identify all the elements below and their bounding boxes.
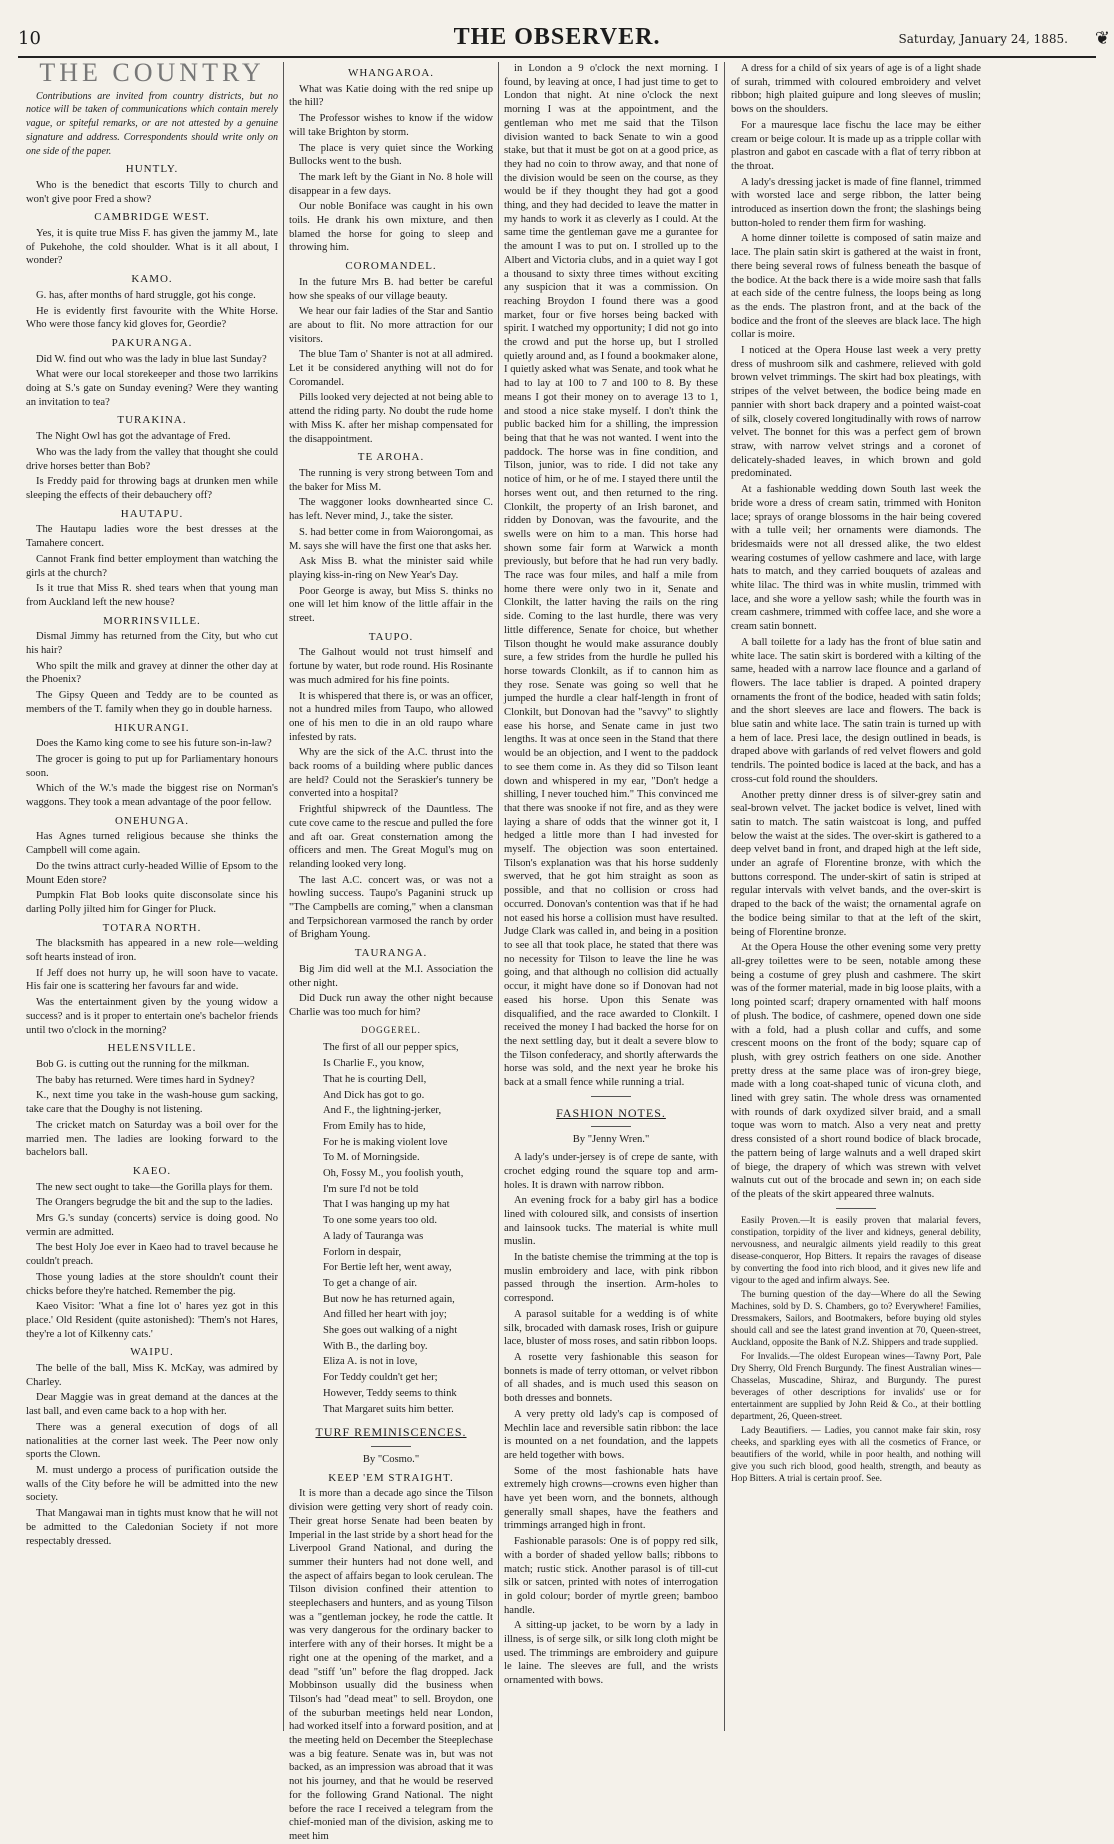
paragraph: The blue Tam o' Shanter is not at all admired. Let it be considered anything will not do for Coromandel. (289, 349, 493, 388)
paragraph: Another pretty dinner dress is of silver-grey satin and seal-brown velvet. The jacket bodice is velvet, lined with satin to match. The satin waistcoat is long, and puffed below the waist at the sides. The over-skirt is gathered to a deep velvet band in front, and draped high at the left side, under an agrafe of Florentine bronze, with which the buttons correspond. The under-skirt of satin is striped at regular intervals with velvet bands, and the over-skirt is draped to the back of the waist; the ornamental agrafe on the bodice being similar to that at the left of the skirt, being of Florentine bronze. (731, 789, 981, 938)
paragraph: We hear our fair ladies of the Star and Santio are about to flit. No more attraction for our visitors. (289, 306, 493, 345)
fashion-title: FASHION NOTES. (556, 1105, 666, 1120)
paragraph: If Jeff does not hurry up, he will soon have to vacate. His fair one is scattering her favours far and wide. (26, 967, 278, 993)
section-heading: PAKURANGA. (111, 336, 193, 349)
column-rule (724, 62, 725, 1731)
paragraph: Dismal Jimmy has returned from the City, but who cut his hair? (26, 631, 278, 657)
poem-line: But now he has returned again, (323, 1293, 455, 1305)
paragraph: At a fashionable wedding down South last week the bride wore a dress of cream satin, trimmed with Honiton lace; sprays of orange blossoms in the hair being covered with a tulle veil; her ornaments were diamonds. The bridesmaids were not all dressed alike, the two eldest wearing costumes of yellow cashmere and lace, with large hats to match, and they carried bouquets of azaleas and white lilac. The third was in white muslin, trimmed with lace, and she wore a yellow sash; while the fourth was in cream cashmere, trimmed with coffee lace, and she wore a cream satin bonnett. (731, 484, 981, 633)
paragraph: Yes, it is quite true Miss F. has given the jammy M., late of Pukehohe, the cold shoulder. What is it all about, I wonder? (26, 228, 278, 267)
paragraph: Is it true that Miss R. shed tears when that young man from Auckland left the new house? (26, 583, 278, 608)
paragraph: The Gipsy Queen and Teddy are to be counted as members of the T. family when they go in double harness. (26, 690, 278, 715)
poem-line: From Emily has to hide, (323, 1120, 426, 1132)
section-banner: THE COUNTRY (39, 58, 265, 87)
paragraph: Who is the benedict that escorts Tilly to church and won't give poor Fred a show? (26, 179, 278, 205)
fashion-byline: By "Jenny Wren." (572, 1134, 650, 1146)
poem-line: That I was hanging up my hat (323, 1199, 450, 1211)
paragraph: A rosette very fashionable this season for bonnets is made of terry ottoman, or velvet ribbon of all shades, and is much used this season on both dresses and bonnets. (504, 1351, 718, 1405)
page-number: 10 (18, 28, 41, 49)
paragraph: The cricket match on Saturday was a boil over for the married men. The ladies are looking forward to the bachelors ball. (26, 1119, 278, 1159)
paragraph: Poor George is away, but Miss S. thinks no one will let him know of the little affair in the street. (289, 585, 493, 625)
divider (591, 1096, 631, 1097)
paragraph: Has Agnes turned religious because she thinks the Campbell will come again. (26, 831, 278, 857)
paragraph: Did Duck run away the other night because Charlie was too much for him? (289, 993, 493, 1018)
paragraph: Some of the most fashionable hats have extremely high crowns—crowns even higher than have yet been worn, and the bonnets, although generally small shapes, have the feathers and trimmings arranged high in front. (504, 1465, 718, 1532)
column-rule (498, 62, 499, 1731)
paragraph: At the Opera House the other evening some very pretty all-grey toilettes were to be seen, notable among these being a costume of grey plush and cashmere. The skirt was of the former material, made in big loose plaits, with a long pointed scarf; drapery ornamented with half moons of plush. The bodice, of cashmere, opened down one side with a fold, had a plush collar and cuffs, and some crescent moons on the front of the body; square cap of plush, with grey ostrich feathers on one side. Another pretty dress at the same place was of iron-grey biege, made with a long coat-shaped tunic of vicuna cloth, and lined with grey satin. The whole dress was ornamented with rounds of dark oxydized silver braid, and a small toque was worn to match. Also a very neat and pretty dress consisted of a short round bodice of black brocade, the pattern being of large walnuts and a well draped skirt of biege, the drapery of which was strewn with velvet walnuts cut out of the brocade and sewn in; on each side of the pleats of the skirt appeared three walnuts. (731, 942, 981, 1200)
paragraph: The Galhout would not trust himself and fortune by water, but rode round. His Rosinante was much admired for his fine points. (289, 647, 493, 686)
paragraph: The Hautapu ladies wore the best dresses at the Tamahere concert. (26, 524, 278, 550)
section-heading: COROMANDEL. (345, 260, 437, 273)
poem-line: That he is courting Dell, (323, 1073, 427, 1085)
divider (591, 1126, 631, 1127)
paragraph: A ball toilette for a lady has the front of blue satin and white lace. The satin skirt is bordered with a kilting of the same, headed with a narrow lace flounce and a garland of flowers. The lace tablier is draped. A pointed drapery ornaments the front of the bodice, headed with satin folds; and the short sleeves are lace and flowers. The back is blue satin and white lace. The satin train is turned up with a hem of lace. Presi lace, the design outlined in beads, is draped above with garlands of red velvet flowers and gold tendrils. The pointed bodice is laced at the back, and has a cross-cut fold round the shoulders. (731, 636, 981, 785)
divider (836, 1208, 876, 1209)
paragraph: Who spilt the milk and gravey at dinner the other day at the Phoenix? (26, 660, 278, 686)
turf-article (289, 1487, 493, 1843)
poem-line: For he is making violent love (323, 1136, 448, 1148)
section-heading: HELENSVILLE. (107, 1042, 197, 1055)
newspaper-title: THE OBSERVER. (453, 24, 661, 50)
paragraph: I noticed at the Opera House last week a very pretty dress of mushroom silk and cashmere, relieved with gold brown velvet trimmings. The skirt had box pleatings, with stripes of the velvet between, the bodice being made en pannier with short back drapery and a pointed waist-coat of silk, closely covered longitudinally with rows of narrow velvet. The bonnet for this was a perfect gem of brown straw, with narrow velvet strings and a coronet of delicately-shaded leaves, in which brown and gold predominated. (731, 345, 981, 480)
paragraph: Which of the W.'s made the biggest rise on Norman's waggons. They took a mean advantage of the poor fellow. (26, 783, 278, 809)
section-heading: WAIPU. (130, 1346, 174, 1359)
poem-line: For Teddy couldn't get her; (323, 1372, 438, 1384)
paragraph: In the future Mrs B. had better be careful how she speaks of our village beauty. (289, 276, 493, 302)
poem-line: And filled her heart with joy; (323, 1309, 447, 1321)
turf-title: TURF REMINISCENCES. (315, 1425, 467, 1440)
paragraph: The new sect ought to take—the Gorilla plays for them. (36, 1181, 273, 1193)
paragraph: The Orangers begrudge the bit and the sup to the ladies. (36, 1197, 273, 1209)
paragraph: What was Katie doing with the red snipe up the hill? (289, 83, 493, 109)
paragraph: Those young ladies at the store shouldn't count their chicks before they're hatched. Remember the pig. (26, 1271, 278, 1297)
column-two (289, 62, 493, 1842)
section-heading: HIKURANGI. (114, 721, 190, 734)
fashion-article (504, 1151, 718, 1688)
poem-line: However, Teddy seems to think (323, 1387, 457, 1399)
section-heading: TAUPO. (368, 630, 414, 643)
paragraph: A dress for a child of six years of age is of a light shade of surah, trimmed with coloured embroidery and velvet ribbon; high plaited guipure and long sleeves of muslin; bows on the shoulders. (731, 63, 981, 116)
paragraph: Kaeo Visitor: 'What a fine lot o' hares yez got in this place.' Old Resident (quite astonished): 'Them's not Hares, they're a lot of Kilkenny cats.' (26, 1301, 278, 1340)
section-heading: CAMBRIDGE WEST. (94, 211, 210, 224)
paragraph: Do the twins attract curly-headed Willie of Epsom to the Mount Eden store? (26, 860, 278, 886)
paragraph: The best Holy Joe ever in Kaeo had to travel because he couldn't preach. (26, 1242, 278, 1268)
paragraph: In the batiste chemise the trimming at the top is muslin embroidery and lace, with pink ribbon passed through the insertion. Arm-holes to correspond. (504, 1252, 718, 1305)
paragraph: What were our local storekeeper and those two larrikins doing at S.'s gate on Sunday evening? Were they wanting an invitation to tea? (26, 369, 278, 408)
paragraph: Who was the lady from the valley that thought she could drive horses better than Bob? (26, 446, 278, 472)
paragraph: Mrs G.'s sunday (concerts) service is doing good. No vermin are admitted. (26, 1213, 278, 1238)
paragraph: Why are the sick of the A.C. thrust into the back rooms of a building where public dances are held? Could not the Seraskier's tunnery be converted into a hospital? (289, 747, 493, 800)
page-edge-mark-icon: ❦ (1094, 28, 1110, 49)
section-heading: MORRINSVILLE. (103, 614, 201, 627)
poem-line: And F., the lightning-jerker, (323, 1105, 442, 1117)
paragraph: An evening frock for a baby girl has a bodice lined with coloured silk, and consists of insertion and lainsook tucks. The material is white mull muslin. (504, 1195, 718, 1248)
paragraph: Does the Kamo king come to see his future son-in-law? (36, 738, 272, 750)
paragraph: The running is very strong between Tom and the baker for Miss M. (289, 467, 493, 493)
advertisement: The burning question of the day—Where do all the Sewing Machines, sold by D. S. Chambers, go to? Everywhere! Families, Dressmakers, Sailors, and Bootmakers, before buying old styles should call and see the latest grand invention at 70, Queen-street, Auckland, opposite the Bank of N.Z. Shippers and trade supplied. (731, 1289, 981, 1348)
masthead (18, 22, 1096, 58)
paragraph: The last A.C. concert was, or was not a howling success. Taupo's Paganini struck up "The Campbells are coming," when a clansman and Terpsichorean varmosed the ranch by order of Brigham Young. (289, 874, 493, 941)
paragraph: A lady's dressing jacket is made of fine flannel, trimmed with worsted lace and serge ribbon, the latter being introduced as insertion down the front; the slashings being button-holed to render them firm for washing. (731, 176, 981, 229)
paragraph: The blacksmith has appeared in a new role—welding soft hearts instead of iron. (26, 938, 278, 964)
poem-line: Is Charlie F., you know, (323, 1058, 425, 1070)
section-heading: ONEHUNGA. (114, 814, 190, 827)
paragraph: K., next time you take in the wash-house gum sacking, take care that the Doughy is not listening. (26, 1090, 278, 1116)
column-rule (283, 62, 284, 1731)
turf-article-continued (504, 62, 718, 1090)
section-heading: TOTARA NORTH. (102, 921, 202, 934)
paragraph: G. has, after months of hard struggle, got his conge. (36, 289, 256, 301)
divider (371, 1446, 411, 1447)
editorial-note: Contributions are invited from country districts, but no notice will be taken of communications which contain merely vague, or spiteful remarks, or are not attested by a genuine signature and address. Correspondents should write only on one side of the paper. (26, 90, 278, 157)
paragraph: Pumpkin Flat Bob looks quite disconsolate since his darling Polly jilted him for Ginger for Pluck. (26, 890, 278, 915)
section-heading: KAMO. (131, 273, 173, 286)
section-heading: TURAKINA. (117, 414, 187, 427)
paragraph: The baby has returned. Were times hard in Sydney? (36, 1074, 255, 1086)
paragraph: A sitting-up jacket, to be worn by a lady in illness, is of serge silk, or silk long cloth might be used. The trimmings are embroidery and guipure le laine. The sleeves are full, and the wrists ornamented with bows. (504, 1620, 718, 1687)
fashion-article-continued (731, 62, 981, 1202)
paragraph: Our noble Boniface was caught in his own toils. He drank his own mixture, and then blamed the horse for going to sleep and throwing him. (289, 201, 493, 254)
paragraph: Bob G. is cutting out the running for the milkman. (36, 1059, 250, 1070)
poem-line: To one some years too old. (323, 1215, 438, 1227)
poem-line: And Dick has got to go. (323, 1089, 425, 1101)
doggerel-title: DOGGEREL. (361, 1024, 421, 1035)
section-heading: HAUTAPU. (120, 507, 184, 520)
section-heading: WHANGAROA. (347, 67, 435, 79)
paragraph: A parasol suitable for a wedding is of white silk, brocaded with damask roses, Irish or guipure lace, bluster of moss roses, and satin ribbon loops. (504, 1308, 718, 1348)
paragraph: Dear Maggie was in great demand at the dances at the last ball, and even came back to a hop with her. (26, 1392, 278, 1418)
poem-line: She goes out walking of a night (323, 1325, 458, 1337)
advertisement: For Invalids.—The oldest European wines—Tawny Port, Pale Dry Sherry, Old French Burgundy. The finest Australian wines—Chasselas, Muscadine, Shiraz, and Burgundy. The purest beverages of other descriptions for invalids' use or for entertainment are supplied by John Reid & Co., at their bottling department, 26, Queen-street. (731, 1351, 981, 1422)
doggerel-poem (289, 1041, 493, 1416)
paragraph: A very pretty old lady's cap is composed of Mechlin lace and reversible satin ribbon: the lace is mounted on a net foundation, and the lappets are held together with bows. (504, 1408, 718, 1461)
poem-line: With B., the darling boy. (323, 1340, 428, 1352)
section-heading: KAEO. (132, 1164, 172, 1177)
paragraph: in London a 9 o'clock the next morning. I found, by leaving at once, I had just time to get to London that night. At nine o'clock the next morning I was at the appointment, and the gentleman who met me said that the Tilson division wanted to back Senate to win a good stake, but that it must be got on at a good price, as they had no coin to throw away, and that none of the division would be seen on the course, as they would be if they thought they had got a good thing, and they had decided to leave the matter in my hands to work it as cleverly as I could. At the same time the gentleman gave me a gurantee for the amount I was to put on. I strolled up to the Albert and Victoria clubs, and in a quiet way I got a thousand to sixty three times without exciting any suspicion that it was a commission. On reaching Broydon I found there was a good market, four or five horses being backed with spirit. I watched my opportunity; I did not go into the crowd and put the horse up, but I strolled quietly around and, as I found a bookmaker alone, I quietly asked what was Senate, and took what he had to lay at 100 to 7 and 100 to 8. By these means I got their money on to average 13 to 1, and stood a nice stake myself. I don't think the public backed him for a shilling, the impression being that that he was not wanted. I went into the paddock. The horse was in fine condition, and Tilson, junior, was to ride. I did not take any notice of him, or he of me. I stayed there until the horses went out, and then returned to the ring. Clonkilt, the property of an Irish baronet, and ridden by Donovan, was the favourite, and the swells were on him to a man. This horse had shown some fair form at Warwick a month previously, but before that he had run very badly. The race was four miles, and half a mile from home there were only two in it, Senate and Clonkilt, the latter having the rails on the ring side. Coming to the last hurdle, there was very little difference, Senate for choice, but whether Tilson thought he would make assurance doubly sure, a few strides from the hurdle he pulled his horse towards Clonkilt, as if to cannon him as they rose. Senate was going so well that he jumped the hurdle a clear half-length in front of Clonkilt, but Donovan had the "savvy" to slightly ease his horse, and Senate came in just two lengths. It was at once seen in the Stand that there would be an objection, and I went to the paddock to see them come in. As they did so Tilson leant down and whispered in my ear, "Don't hedge a shilling, I never touched him." This convinced me that there was snooke if not fire, and as they were laying a share of odds that the winner got it, I hedged a little more than I had invested for myself. The objection was soon entertained. Tilson's explanation was that his horse suddenly swerved, that he got him straight as soon as possible, and that no collision or cross had occurred. Donovan's contention was that if he had not eased his horse a collision must have resulted. Judge Clark was called in, and being in a position to see all that took place, he stated that there was no necessity for Tilson to leave the line he was going, and that although no collision did actually occur, it might have done so if Donovan had not eased his horse. Upon this Senate was disqualified, and the race awarded to Clonkilt. I received the money I had backed the horse for on the next settling day, but it dealt a severe blow to the Tilson confederacy, and shortly afterwards the horse was sold, and the next year he broke his back at a small fence while running a trial. (504, 63, 718, 1089)
paragraph: The grocer is going to put up for Parliamentary honours soon. (26, 753, 278, 779)
poem-line: I'm sure I'd not be told (323, 1183, 419, 1195)
section-heading: HUNTLY. (125, 163, 179, 176)
paragraph: The Professor wishes to know if the widow will take Brighton by storm. (289, 113, 493, 138)
paragraph: Big Jim did well at the M.I. Association the other night. (289, 963, 493, 989)
country-sections (26, 163, 278, 1548)
paragraph: It is whispered that there is, or was an officer, not a hundred miles from Taupo, who allowed one of his men to die in an old raupo whare infested by rats. (289, 690, 493, 743)
paragraph: Ask Miss B. what the minister said while playing kiss-in-ring on New Year's Day. (289, 556, 493, 581)
paragraph: S. had better come in from Waiorongomai, as M. says she will have the first one that asks her. (289, 526, 493, 552)
section-heading: TE AROHA. (357, 451, 425, 464)
poem-line: Oh, Fossy M., you foolish youth, (323, 1168, 464, 1180)
paragraph: The belle of the ball, Miss K. McKay, was admired by Charley. (26, 1363, 278, 1388)
turf-subtitle: KEEP 'EM STRAIGHT. (328, 1471, 454, 1484)
paragraph: Frightful shipwreck of the Dauntless. The cute cove came to the rescue and pulled the fore and aft oar. Great consternation among the officers and men. The Great Mogul's mug on relanding looked very long. (289, 804, 493, 870)
paragraph: It is more than a decade ago since the Tilson division were getting very short of ready coin. Their great horse Senate had been beaten by Imperial in the last stride by a short head for the Liverpool Grand National, and during the summer their hunters had not done well, and the aspect of affairs began to look cerulean. The Tilson division confined their attention to steeplechasers and hunters, and as young Tilson was a "gentleman jockey, he rode the cattle. It was very dangerous for the ordinary backer to interfere with any of their horses. It might be a right one at the opening of the market, and a dead "stiff 'un" before the flag dropped. Jack Mobbinson usually did the business when Tilson's had "dead meat" to sell. Broydon, one of the suburban meetings held near London, had worked itself into a forward position, and at the meeting held on December the Steeplechase was a big feature. Senate was in, but was not backed, as an impression was abroad that it was not his journey, and that he would be reserved for the following Grand National. The night before the race I received a telegram from the chief-monied man of the division, asking me to meet him (289, 1488, 493, 1842)
paragraph: The place is very quiet since the Working Bullocks went to the bush. (289, 142, 493, 168)
paragraph: Did W. find out who was the lady in blue last Sunday? (36, 353, 267, 365)
paragraph: For a mauresque lace fischu the lace may be either cream or beige colour. It is made up as a tripple collar with plastron and gabot en cascade with a flat of terry ribbon at the throat. (731, 119, 981, 172)
issue-date: Saturday, January 24, 1885. (898, 32, 1068, 46)
paragraph: There was a general execution of dogs of all nationalities at the corner last week. The Peer now only sports the Clown. (26, 1421, 278, 1461)
section-heading: TAURANGA. (354, 947, 428, 960)
advertisement: Lady Beautifiers. — Ladies, you cannot make fair skin, rosy cheeks, and sparkling eyes with all the cosmetics of France, or beautifiers of the world, while in poor health, and nothing will give you such rich blood, good health, strength, and beauty as Hop Bitters. A trial is certain proof. See. (731, 1425, 981, 1484)
paragraph: M. must undergo a process of purification outside the walls of the City before he will be admitted into the new society. (26, 1464, 278, 1504)
paragraph: Pills looked very dejected at not being able to attend the riding party. No doubt the rude home with Miss K. after her mishap compensated for the disappointment. (289, 392, 493, 445)
advertisements (731, 1215, 981, 1485)
paragraph: That Mangawai man in tights must know that he will not be admitted to the Caledonian Society if not more respectably dressed. (26, 1508, 278, 1547)
column-four (731, 62, 981, 1731)
paragraph: The waggoner looks downhearted since C. has left. Never mind, J., take the sister. (289, 497, 493, 523)
paragraph: He is evidently first favourite with the White Horse. Who were those fancy kid gloves for, Geordie? (26, 305, 278, 331)
poem-line: A lady of Tauranga was (323, 1230, 424, 1242)
paragraph: Fashionable parasols: One is of poppy red silk, with a border of shaded yellow balls; ribbons to match; rustic stick. Another parasol is of till-cut silk or satcen, printed with notes of interrogation in gold colour; border of myrtle green; bamboo handle. (504, 1536, 718, 1616)
poem-line: To get a change of air. (323, 1277, 417, 1289)
column-country (26, 58, 278, 1731)
paragraph: The Night Owl has got the advantage of Fred. (36, 431, 231, 443)
poem-line: For Bertie left her, went away, (323, 1262, 452, 1274)
column-three (504, 62, 718, 1731)
poem-line: That Margaret suits him better. (323, 1403, 454, 1415)
advertisement: Easily Proven.—It is easily proven that malarial fevers, constipation, torpidity of the liver and kidneys, general debility, nervousness, and neuralgic ailments yield readily to this great disease-conqueror, Hop Bitters. It repairs the ravages of disease by converting the food into rich blood, and it gives new life and vigour to the aged and infirm always. See. (731, 1215, 981, 1286)
paragraph: Is Freddy paid for throwing bags at drunken men while sleeping the effects of their debauchery off? (26, 476, 278, 501)
paragraph: A home dinner toilette is composed of satin maize and lace. The plain satin skirt is gathered at the waist in front, there being several rows of fulness beneath the basque of the bodice. At the back there is a wide moire sash that falls at each side of the centre fulness, the loops being as long as the ends. The plastron front, and at the back of the bodice and the front of the sleeves are black lace. The high collar is moire. (731, 233, 981, 341)
paragraph: The mark left by the Giant in No. 8 hole will disappear in a few days. (289, 171, 493, 197)
poem-line: To M. of Morningside. (323, 1152, 420, 1164)
poem-line: The first of all our pepper spics, (323, 1042, 459, 1054)
paragraph: Was the entertainment given by the young widow a success? and is it proper to entertain one's bachelor friends until two o'clock in the morning? (26, 997, 278, 1036)
poem-line: Forlorn in despair, (323, 1246, 402, 1258)
country-sections-continued (289, 67, 493, 1020)
poem-line: Eliza A. is not in love, (323, 1356, 418, 1368)
paragraph: A lady's under-jersey is of crepe de sante, with crochet edging round the square top and arm-holes. It is drawn with narrow ribbon. (504, 1152, 718, 1191)
turf-byline: By "Cosmo." (362, 1453, 420, 1465)
paragraph: Cannot Frank find better employment than watching the girls at the church? (26, 553, 278, 579)
